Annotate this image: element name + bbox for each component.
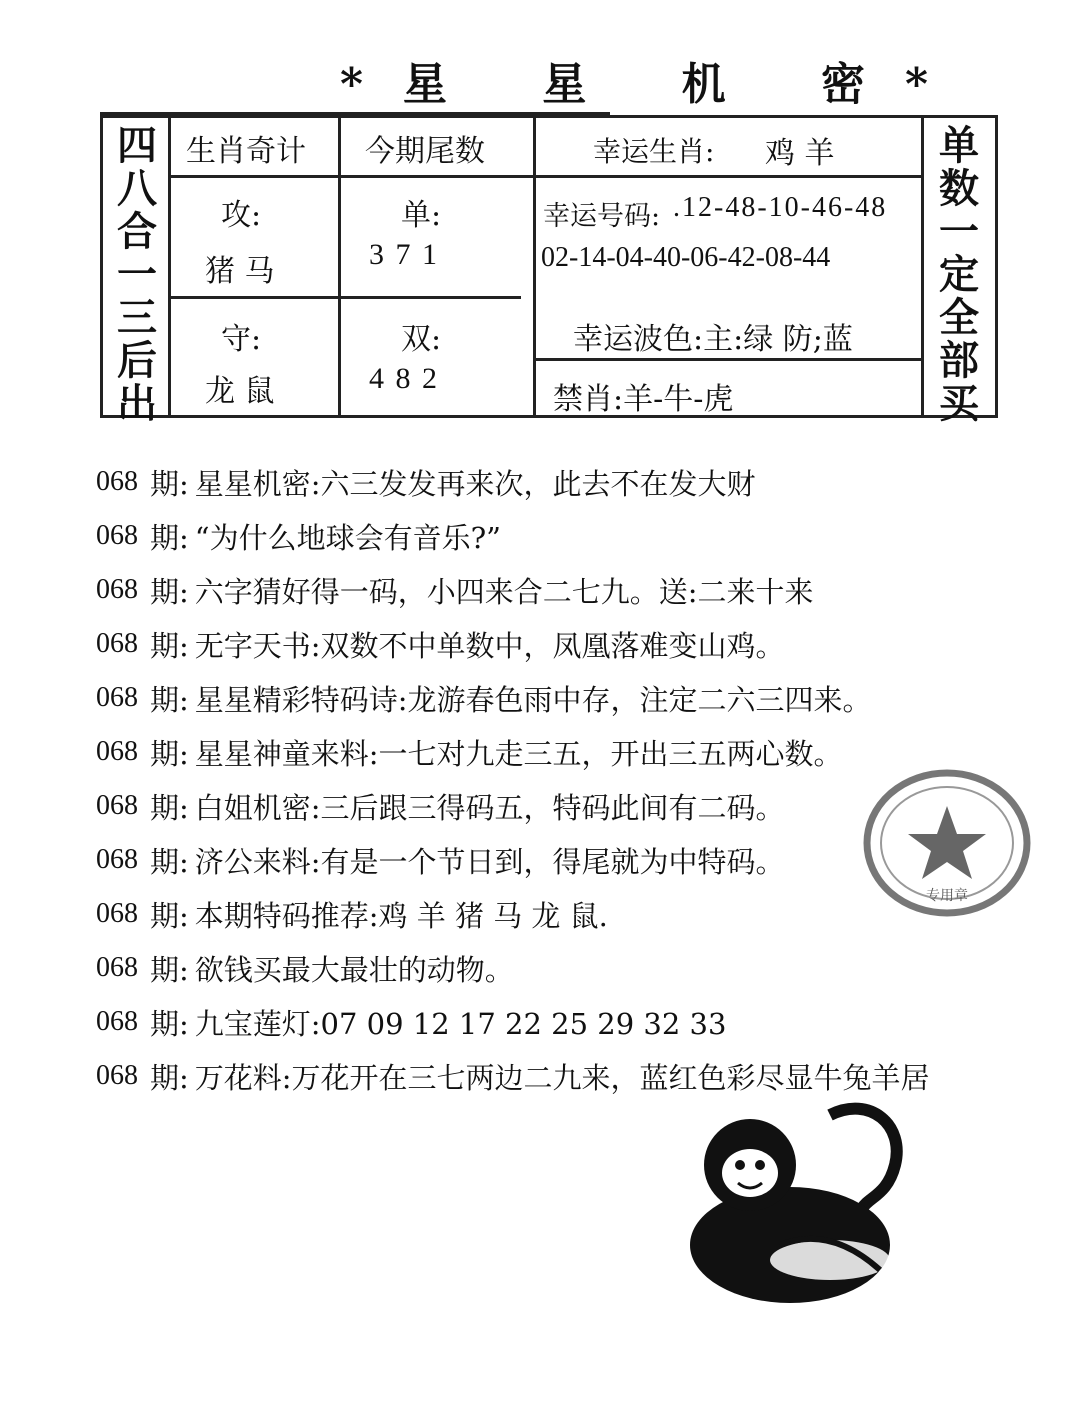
line-text: 六字猜好得一码，小四来合二七九。送:二来十来 bbox=[194, 574, 814, 609]
line-text: 星星神童来料:一七对九走三五，开出三五两心数。 bbox=[194, 736, 843, 771]
forbidden-zodiac: 禁肖:羊-牛-虎 bbox=[553, 382, 734, 417]
lucky-numbers-line2: 02-14-04-40-06-42-08-44 bbox=[541, 242, 831, 273]
col1-header: 生肖奇计 bbox=[186, 134, 306, 169]
official-stamp-icon bbox=[862, 768, 1032, 918]
period-label: 期: bbox=[150, 1060, 189, 1095]
page-title: *星 星 机 密* bbox=[340, 59, 968, 110]
list-item bbox=[96, 1049, 1066, 1103]
divider bbox=[171, 175, 921, 178]
period-number: 068 bbox=[96, 1006, 138, 1037]
period-number: 068 bbox=[96, 844, 138, 875]
divider bbox=[168, 118, 171, 415]
period-number: 068 bbox=[96, 790, 138, 821]
line-text: 万花料:万花开在三七两边二九来，蓝红色彩尽显牛兔羊居 bbox=[194, 1060, 930, 1095]
period-label: 期: bbox=[150, 952, 189, 987]
list-item bbox=[96, 455, 1066, 509]
lucky-zodiac-label: 幸运生肖: bbox=[593, 135, 715, 168]
lucky-numbers-line1: .12-48-10-46-48 bbox=[673, 192, 888, 223]
period-label: 期: bbox=[150, 628, 189, 663]
list-item bbox=[96, 617, 1066, 671]
period-label: 期: bbox=[150, 736, 189, 771]
odd-label: 单: bbox=[401, 198, 442, 233]
line-text: 九宝莲灯:07 09 12 17 22 25 29 32 33 bbox=[194, 1006, 727, 1041]
defend-label: 守: bbox=[221, 322, 262, 357]
col2-header: 今期尾数 bbox=[365, 134, 485, 169]
period-label: 期: bbox=[150, 682, 189, 717]
even-label: 双: bbox=[401, 322, 442, 357]
period-number: 068 bbox=[96, 898, 138, 929]
attack-value: 猪 马 bbox=[205, 254, 275, 289]
period-label: 期: bbox=[150, 466, 189, 501]
line-text: 星星精彩特码诗:龙游春色雨中存，注定二六三四来。 bbox=[194, 682, 872, 717]
divider bbox=[533, 118, 536, 415]
line-text: 本期特码推荐:鸡 羊 猪 马 龙 鼠. bbox=[194, 898, 608, 933]
period-number: 068 bbox=[96, 1060, 138, 1091]
period-label: 期: bbox=[150, 790, 189, 825]
line-text: “为什么地球会有音乐?” bbox=[194, 520, 501, 555]
even-value: 4 8 2 bbox=[369, 362, 439, 395]
period-label: 期: bbox=[150, 574, 189, 609]
list-item bbox=[96, 671, 1066, 725]
right-vertical-banner: 单 数 一 定 全 部 买 bbox=[939, 122, 979, 427]
period-number: 068 bbox=[96, 952, 138, 983]
list-item bbox=[96, 563, 1066, 617]
period-number: 068 bbox=[96, 736, 138, 767]
list-item bbox=[96, 995, 1066, 1049]
lucky-wave-color: 幸运波色:主:绿 防;蓝 bbox=[573, 322, 853, 357]
list-item bbox=[96, 509, 1066, 563]
period-label: 期: bbox=[150, 1006, 189, 1041]
period-number: 068 bbox=[96, 466, 138, 497]
line-text: 无字天书:双数不中单数中，凤凰落难变山鸡。 bbox=[194, 628, 785, 663]
period-label: 期: bbox=[150, 520, 189, 555]
line-text: 欲钱买最大最壮的动物。 bbox=[194, 952, 514, 987]
divider bbox=[171, 296, 521, 299]
lucky-numbers-label: 幸运号码: bbox=[543, 201, 661, 232]
period-label: 期: bbox=[150, 898, 189, 933]
info-table bbox=[100, 115, 998, 427]
divider bbox=[338, 118, 341, 415]
period-number: 068 bbox=[96, 628, 138, 659]
divider bbox=[921, 118, 924, 415]
lucky-zodiac-value: 鸡 羊 bbox=[765, 136, 835, 171]
period-number: 068 bbox=[96, 574, 138, 605]
divider bbox=[536, 358, 921, 361]
line-text: 济公来料:有是一个节日到，得尾就为中特码。 bbox=[194, 844, 785, 879]
attack-label: 攻: bbox=[221, 198, 262, 233]
list-item bbox=[96, 941, 1066, 995]
line-text: 星星机密:六三发发再来次，此去不在发大财 bbox=[194, 466, 756, 501]
defend-value: 龙 鼠 bbox=[205, 374, 275, 409]
stamp-text: 专用章 bbox=[926, 888, 968, 904]
odd-value: 3 7 1 bbox=[369, 238, 439, 271]
left-vertical-banner: 四 八 合 一 三 后 出 bbox=[117, 122, 157, 427]
period-number: 068 bbox=[96, 520, 138, 551]
line-text: 白姐机密:三后跟三得码五，特码此间有二码。 bbox=[194, 790, 785, 825]
period-number: 068 bbox=[96, 682, 138, 713]
period-label: 期: bbox=[150, 844, 189, 879]
monkey-logo-icon bbox=[680, 1095, 910, 1305]
